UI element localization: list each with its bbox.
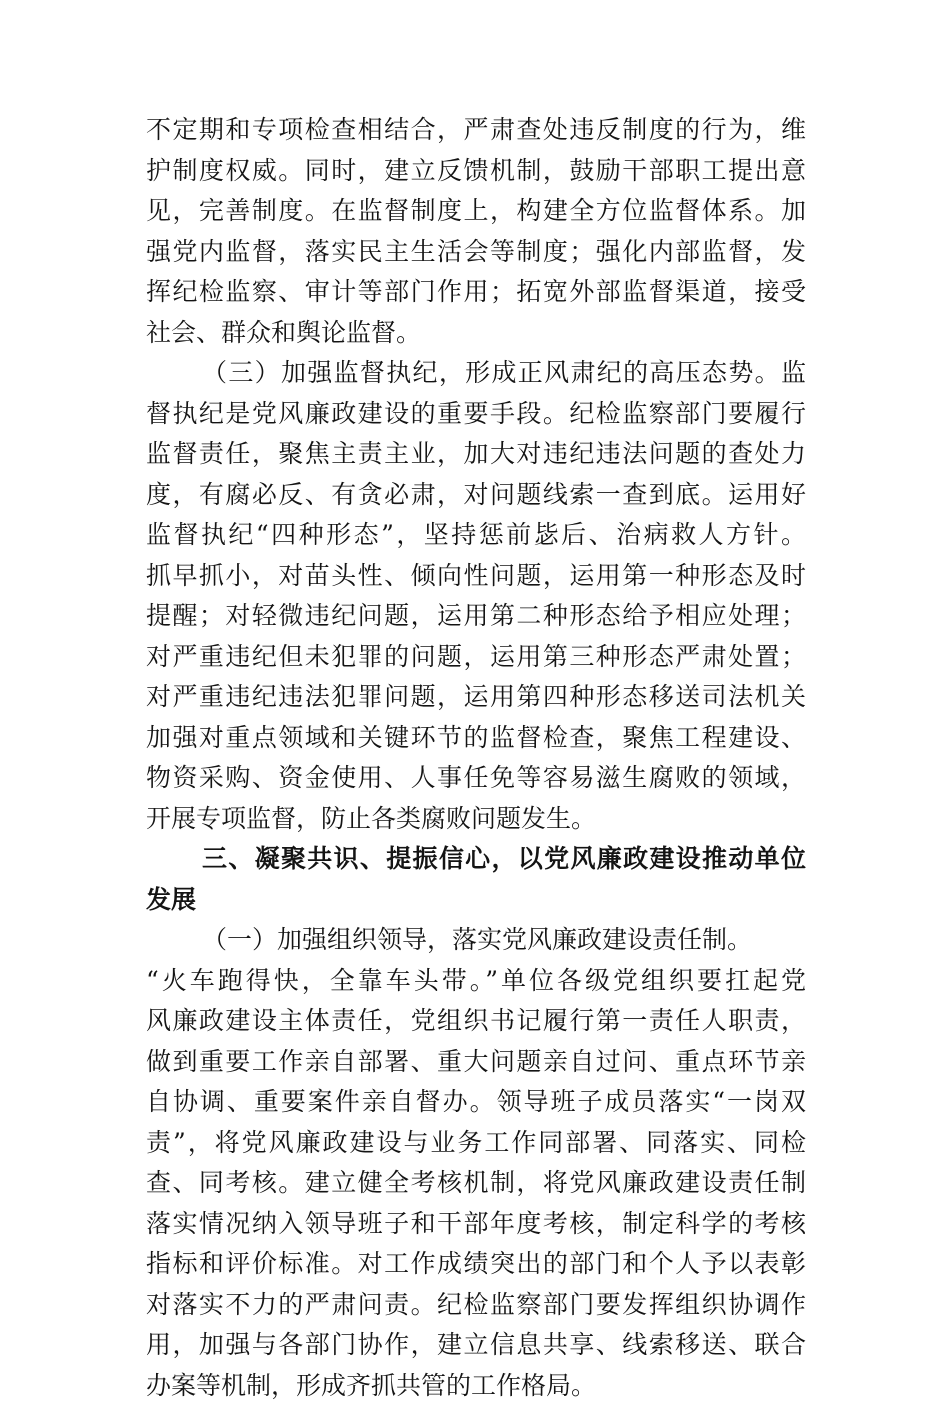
text-line: 对严重违纪但未犯罪的问题，运用第三种形态严肃处置； (146, 637, 806, 678)
section-heading-line: 发展 (146, 880, 806, 921)
text-line: 自协调、重要案件亲自督办。领导班子成员落实“一岗双 (146, 1082, 806, 1123)
text-line: 办案等机制，形成齐抓共管的工作格局。 (146, 1366, 806, 1406)
text-line: 用，加强与各部门协作，建立信息共享、线索移送、联合 (146, 1325, 806, 1366)
text-line: 度，有腐必反、有贪必肃，对问题线索一查到底。运用好 (146, 475, 806, 516)
text-line: 落实情况纳入领导班子和干部年度考核，制定科学的考核 (146, 1204, 806, 1245)
text-line: 不定期和专项检查相结合，严肃查处违反制度的行为，维 (146, 110, 806, 151)
paragraph-organizational-leadership (146, 920, 806, 1406)
text-line: 社会、群众和舆论监督。 (146, 313, 806, 354)
text-line: 挥纪检监察、审计等部门作用；拓宽外部监督渠道，接受 (146, 272, 806, 313)
text-line: 监督责任，聚焦主责主业，加大对违纪违法问题的查处力 (146, 434, 806, 475)
text-line: 查、同考核。建立健全考核机制，将党风廉政建设责任制 (146, 1163, 806, 1204)
text-line: 对落实不力的严肃问责。纪检监察部门要发挥组织协调作 (146, 1285, 806, 1326)
text-line: 开展专项监督，防止各类腐败问题发生。 (146, 799, 806, 840)
text-line: 强党内监督，落实民主生活会等制度；强化内部监督，发 (146, 232, 806, 273)
section-heading-line: 三、凝聚共识、提振信心，以党风廉政建设推动单位 (146, 839, 806, 880)
text-line: 见，完善制度。在监督制度上，构建全方位监督体系。加 (146, 191, 806, 232)
text-line: 风廉政建设主体责任，党组织书记履行第一责任人职责， (146, 1001, 806, 1042)
text-line: 物资采购、资金使用、人事任免等容易滋生腐败的领域， (146, 758, 806, 799)
paragraph-supervision-discipline (146, 353, 806, 839)
paragraph-supervision-system (146, 110, 806, 353)
text-line: 做到重要工作亲自部署、重大问题亲自过问、重点环节亲 (146, 1042, 806, 1083)
text-line: 督执纪是党风廉政建设的重要手段。纪检监察部门要履行 (146, 394, 806, 435)
text-line: 责”，将党风廉政建设与业务工作同部署、同落实、同检 (146, 1123, 806, 1164)
text-line: 对严重违纪违法犯罪问题，运用第四种形态移送司法机关 (146, 677, 806, 718)
document-page (146, 110, 806, 1406)
text-line: 监督执纪“四种形态”，坚持惩前毖后、治病救人方针。 (146, 515, 806, 556)
text-line: 抓早抓小，对苗头性、倾向性问题，运用第一种形态及时 (146, 556, 806, 597)
subheading-line: （三）加强监督执纪，形成正风肃纪的高压态势。监 (146, 353, 806, 394)
text-line: 指标和评价标准。对工作成绩突出的部门和个人予以表彰 (146, 1244, 806, 1285)
subheading-line: （一）加强组织领导，落实党风廉政建设责任制。 (146, 920, 806, 961)
text-line: 加强对重点领域和关键环节的监督检查，聚焦工程建设、 (146, 718, 806, 759)
text-line: “火车跑得快，全靠车头带。”单位各级党组织要扛起党 (146, 961, 806, 1002)
section-heading (146, 839, 806, 920)
text-line: 护制度权威。同时，建立反馈机制，鼓励干部职工提出意 (146, 151, 806, 192)
text-line: 提醒；对轻微违纪问题，运用第二种形态给予相应处理； (146, 596, 806, 637)
